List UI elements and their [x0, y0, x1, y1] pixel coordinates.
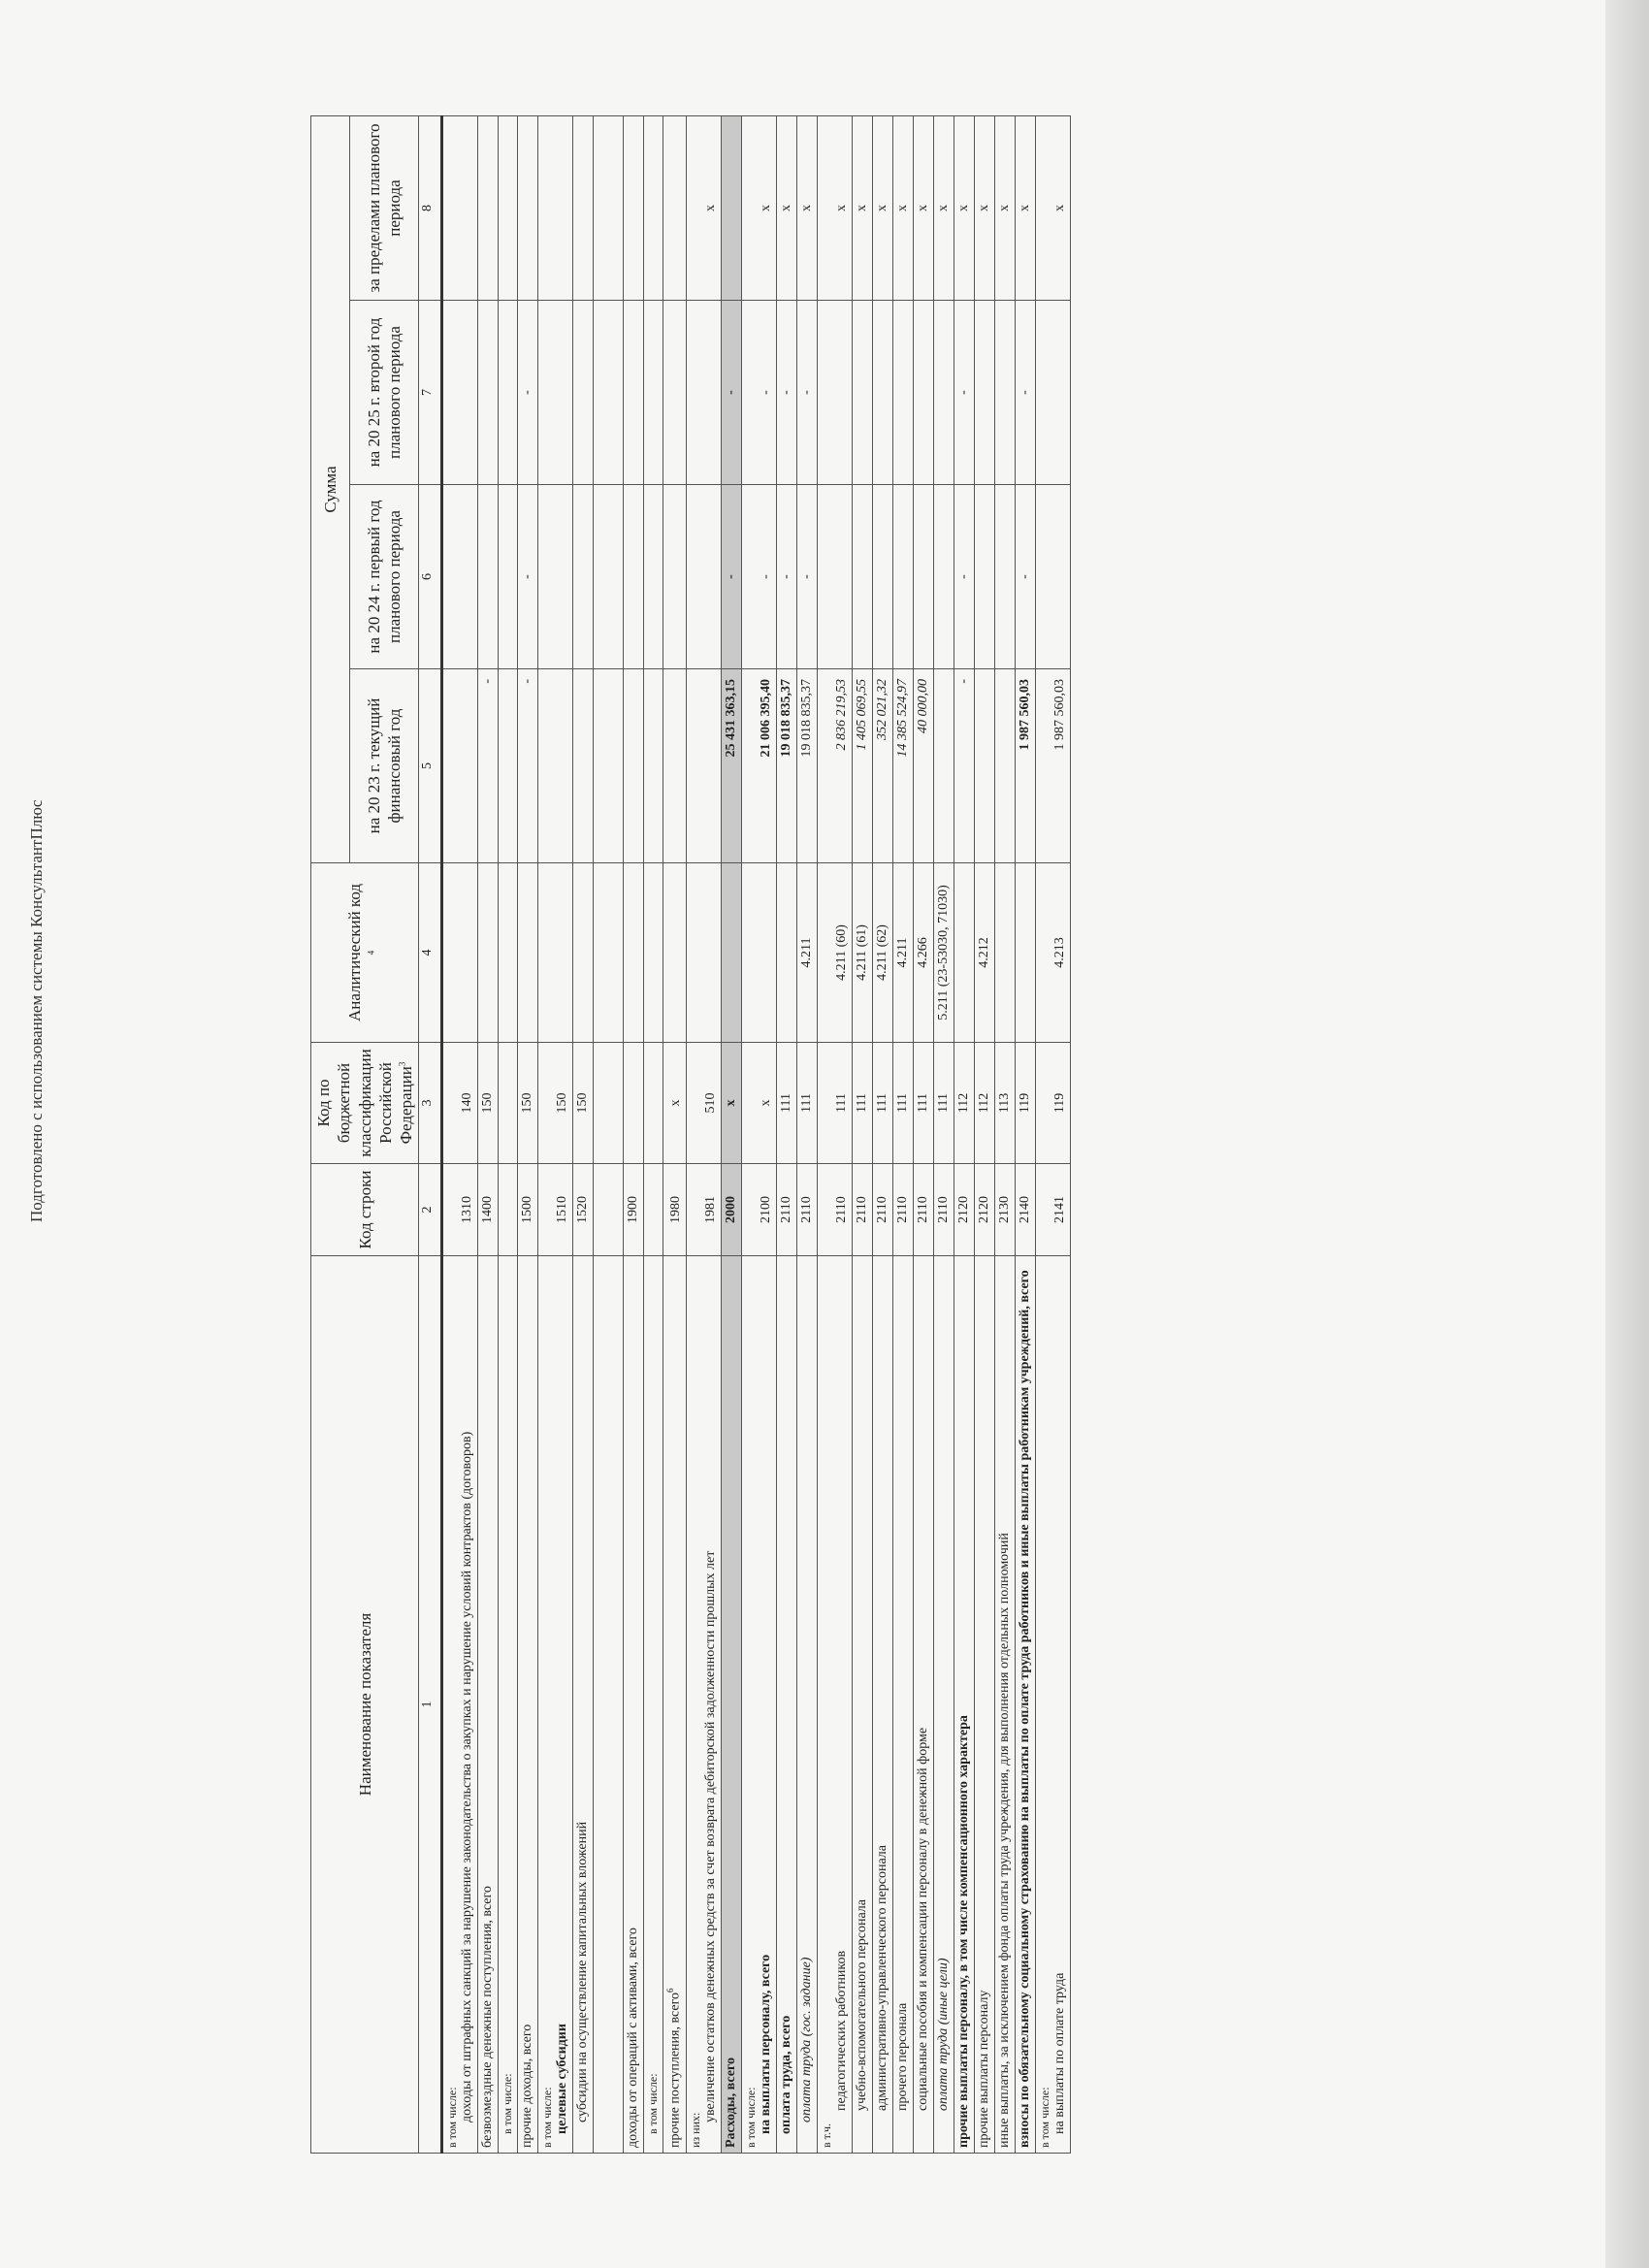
indicator-name-cell: [872, 1256, 892, 2154]
kbk-cell: x: [721, 1043, 741, 1164]
sum-2024-cell: [594, 485, 624, 669]
sum-2025-cell: [994, 301, 1015, 485]
kbk-cell: 150: [518, 1043, 538, 1164]
sum-beyond-cell: x: [1035, 115, 1070, 300]
indicator-name-cell: [538, 1256, 573, 2154]
indicator-label: административно-управленческого персонала: [874, 1845, 889, 2111]
sum-2025-cell: [974, 301, 994, 485]
indicator-name-cell: [663, 1256, 687, 2154]
sum-2025-cell: [872, 301, 892, 485]
col-2025-header: на 20 25 г. второй год планового периода: [349, 301, 419, 485]
indicator-name-cell: [442, 1256, 478, 2154]
indicator-label: в том числе:: [1037, 2087, 1051, 2148]
analytic-code-cell: [478, 863, 499, 1043]
kbk-cell: 111: [852, 1043, 872, 1164]
row-code-cell: [594, 1164, 624, 1256]
analytic-code-cell: [624, 863, 644, 1043]
sum-2023-cell: [974, 669, 994, 863]
analytic-code-cell: [594, 863, 624, 1043]
sum-2025-cell: [892, 301, 913, 485]
sum-2023-cell: [686, 669, 721, 863]
sum-2025-cell: [499, 301, 518, 485]
kbk-cell: 113: [994, 1043, 1015, 1164]
sum-beyond-cell: x: [817, 115, 852, 300]
sum-2023-cell: 40 000,00: [913, 669, 933, 863]
indicator-label: в том числе:: [540, 2087, 555, 2148]
scanner-edge: [1605, 0, 1649, 2268]
indicator-label: социальные пособия и компенсации персоналу в денежной форме: [915, 1727, 930, 2111]
column-number-cell: 7: [419, 301, 442, 485]
sum-2023-cell: [624, 669, 644, 863]
plan-table: [310, 115, 1071, 2154]
sum-2023-cell: 19 018 835,37: [796, 669, 817, 863]
kbk-cell: 111: [776, 1043, 796, 1164]
sum-2023-cell: 2 836 219,53: [817, 669, 852, 863]
row-code-cell: 1520: [573, 1164, 594, 1256]
sum-beyond-cell: x: [933, 115, 954, 300]
kbk-cell: 510: [686, 1043, 721, 1164]
indicator-name-cell: [994, 1256, 1015, 2154]
analytic-code-cell: 4.211 (60): [817, 863, 852, 1043]
sum-2024-cell: -: [518, 485, 538, 669]
indicator-label: субсидии на осуществление капитальных вложений: [575, 1821, 591, 2122]
analytic-code-cell: 4.212: [974, 863, 994, 1043]
indicator-label: прочие выплаты персоналу, в том числе компенсационного характера: [955, 1715, 971, 2148]
table-row: [817, 115, 852, 2153]
indicator-label: оплата труда, всего: [778, 2015, 793, 2134]
kbk-cell: 111: [913, 1043, 933, 1164]
table-row: [852, 115, 872, 2153]
indicator-sublabel: на выплаты персоналу, всего: [758, 1954, 773, 2134]
sum-2024-cell: [686, 485, 721, 669]
sum-2023-cell: 1 405 069,55: [852, 669, 872, 863]
sum-beyond-cell: [538, 115, 573, 300]
row-code-cell: 2110: [933, 1164, 954, 1256]
table-row: [1015, 115, 1035, 2153]
sum-beyond-cell: x: [776, 115, 796, 300]
sum-beyond-cell: x: [872, 115, 892, 300]
indicator-label: в том числе:: [646, 2073, 661, 2134]
column-number-cell: 5: [419, 669, 442, 863]
sum-2023-cell: 19 018 835,37: [776, 669, 796, 863]
row-code-cell: 1400: [478, 1164, 499, 1256]
indicator-label: в том числе:: [501, 2073, 515, 2134]
table-row: [913, 115, 933, 2153]
column-number-cell: 4: [419, 863, 442, 1043]
sum-2025-cell: [933, 301, 954, 485]
indicator-name-cell: [518, 1256, 538, 2154]
row-code-cell: 2141: [1035, 1164, 1070, 1256]
sum-2025-cell: -: [741, 301, 776, 485]
table-row: [741, 115, 776, 2153]
indicator-name-cell: [954, 1256, 974, 2154]
analytic-code-cell: [686, 863, 721, 1043]
sum-2024-cell: -: [741, 485, 776, 669]
sum-beyond-cell: [573, 115, 594, 300]
sum-2023-cell: [644, 669, 663, 863]
sum-2023-cell: 25 431 363,15: [721, 669, 741, 863]
sum-2024-cell: [442, 485, 478, 669]
sum-2023-cell: -: [954, 669, 974, 863]
row-code-cell: 2120: [974, 1164, 994, 1256]
analytic-code-cell: [538, 863, 573, 1043]
table-row: [974, 115, 994, 2153]
table-row: [624, 115, 644, 2153]
row-code-cell: 1310: [442, 1164, 478, 1256]
sum-2025-cell: -: [518, 301, 538, 485]
indicator-name-cell: [796, 1256, 817, 2154]
sum-2024-cell: [644, 485, 663, 669]
col-kbk-header: Код по бюджетной классификации Российской Федерации$^3$: [311, 1043, 419, 1164]
sum-2024-cell: [499, 485, 518, 669]
row-code-cell: [644, 1164, 663, 1256]
sum-beyond-cell: x: [741, 115, 776, 300]
table-row: [933, 115, 954, 2153]
sum-group-header: Сумма: [311, 115, 350, 862]
kbk-cell: [499, 1043, 518, 1164]
column-number-cell: 3: [419, 1043, 442, 1164]
indicator-label: оплата труда (иные цели): [935, 1958, 951, 2111]
row-code-cell: 2110: [852, 1164, 872, 1256]
indicator-name-cell: [624, 1256, 644, 2154]
analytic-code-cell: 4.211: [892, 863, 913, 1043]
table-row: [1035, 115, 1070, 2153]
sum-2023-cell: 1 987 560,03: [1015, 669, 1035, 863]
sum-beyond-cell: x: [852, 115, 872, 300]
sum-2024-cell: [872, 485, 892, 669]
row-code-cell: 1510: [538, 1164, 573, 1256]
sum-2024-cell: [538, 485, 573, 669]
sum-2024-cell: [624, 485, 644, 669]
kbk-cell: [594, 1043, 624, 1164]
sum-2025-cell: [442, 301, 478, 485]
indicator-name-cell: [741, 1256, 776, 2154]
sum-beyond-cell: [442, 115, 478, 300]
kbk-cell: 150: [538, 1043, 573, 1164]
table-row: [538, 115, 573, 2153]
analytic-code-cell: [518, 863, 538, 1043]
sum-2025-cell: -: [796, 301, 817, 485]
sum-2025-cell: [478, 301, 499, 485]
kbk-cell: 119: [1035, 1043, 1070, 1164]
indicator-name-cell: [644, 1256, 663, 2154]
header-row-1: [311, 115, 350, 2153]
indicator-name-cell: [852, 1256, 872, 2154]
indicator-name-cell: [721, 1256, 741, 2154]
indicator-name-cell: [974, 1256, 994, 2154]
sum-beyond-cell: [499, 115, 518, 300]
sum-2025-cell: [913, 301, 933, 485]
sum-beyond-cell: [721, 115, 741, 300]
sum-beyond-cell: x: [994, 115, 1015, 300]
budget-table-sheet: [310, 116, 1552, 2154]
table-row: [686, 115, 721, 2153]
indicator-name-cell: [913, 1256, 933, 2154]
analytic-code-cell: [776, 863, 796, 1043]
row-code-cell: 2130: [994, 1164, 1015, 1256]
sum-2025-cell: -: [776, 301, 796, 485]
table-row: [872, 115, 892, 2153]
column-number-cell: 6: [419, 485, 442, 669]
row-code-cell: 1500: [518, 1164, 538, 1256]
analytic-code-cell: [721, 863, 741, 1043]
table-body: [442, 115, 1071, 2153]
analytic-code-cell: [573, 863, 594, 1043]
sum-2023-cell: 14 385 524,97: [892, 669, 913, 863]
table-row: [644, 115, 663, 2153]
indicator-name-cell: [1015, 1256, 1035, 2154]
table-row: [776, 115, 796, 2153]
sum-2025-cell: [624, 301, 644, 485]
row-code-cell: 1980: [663, 1164, 687, 1256]
sum-2023-cell: [933, 669, 954, 863]
sum-2024-cell: [478, 485, 499, 669]
sum-2024-cell: -: [796, 485, 817, 669]
indicator-label: прочие выплаты персоналу: [976, 1990, 991, 2148]
row-code-cell: 2110: [817, 1164, 852, 1256]
indicator-sublabel: увеличение остатков денежных средств за счет возврата дебиторской задолженности прошлых лет: [702, 1550, 718, 2122]
kbk-cell: 140: [442, 1043, 478, 1164]
indicator-label: прочего персонала: [894, 2002, 910, 2111]
table-row: [892, 115, 913, 2153]
consultant-plus-note: Подготовлено с использованием системы КонсультантПлюс: [27, 799, 46, 1222]
row-code-cell: 2100: [741, 1164, 776, 1256]
col-name-header: Наименование показателя: [311, 1256, 419, 2154]
indicator-label: учебно-вспомогательного персонала: [854, 1899, 869, 2111]
indicator-label: безвозмездные денежные поступления, всего: [480, 1886, 496, 2148]
kbk-cell: x: [741, 1043, 776, 1164]
sum-2025-cell: [852, 301, 872, 485]
column-number-cell: 1: [419, 1256, 442, 2154]
indicator-name-cell: [933, 1256, 954, 2154]
analytic-code-cell: [499, 863, 518, 1043]
kbk-cell: 150: [573, 1043, 594, 1164]
indicator-name-cell: [573, 1256, 594, 2154]
analytic-code-cell: [994, 863, 1015, 1043]
sum-2024-cell: [913, 485, 933, 669]
footnote-mark: 6: [665, 1988, 676, 1993]
table-row: [499, 115, 518, 2153]
table-row: [518, 115, 538, 2153]
sum-beyond-cell: x: [796, 115, 817, 300]
table-row: [994, 115, 1015, 2153]
sum-beyond-cell: x: [913, 115, 933, 300]
sum-2025-cell: -: [1015, 301, 1035, 485]
indicator-sublabel: на выплаты по оплате труда: [1051, 1972, 1067, 2134]
table-row: [442, 115, 478, 2153]
sum-2024-cell: [663, 485, 687, 669]
analytic-code-cell: 4.266: [913, 863, 933, 1043]
table-row: [663, 115, 687, 2153]
sum-2024-cell: [573, 485, 594, 669]
sum-2025-cell: [644, 301, 663, 485]
sum-2024-cell: -: [721, 485, 741, 669]
sum-2023-cell: -: [518, 669, 538, 863]
analytic-code-cell: [741, 863, 776, 1043]
row-code-cell: 1981: [686, 1164, 721, 1256]
indicator-sublabel: целевые субсидии: [555, 2024, 570, 2134]
kbk-cell: 111: [933, 1043, 954, 1164]
row-code-cell: 2110: [776, 1164, 796, 1256]
indicator-name-cell: [817, 1256, 852, 2154]
indicator-name-cell: [892, 1256, 913, 2154]
sum-2025-cell: [817, 301, 852, 485]
table-row: [573, 115, 594, 2153]
column-number-cell: 8: [419, 115, 442, 300]
sum-2025-cell: -: [954, 301, 974, 485]
indicator-label: прочие поступления, всего: [667, 1992, 683, 2148]
sum-2024-cell: [892, 485, 913, 669]
sum-2023-cell: 1 987 560,03: [1035, 669, 1070, 863]
indicator-name-cell: [499, 1256, 518, 2154]
kbk-cell: 111: [817, 1043, 852, 1164]
analytic-code-cell: [644, 863, 663, 1043]
sum-2024-cell: [994, 485, 1015, 669]
col-code-header: Код строки: [311, 1164, 419, 1256]
indicator-label: в том числе:: [445, 2087, 460, 2148]
analytic-code-cell: [1015, 863, 1035, 1043]
indicator-label: из них:: [688, 2112, 702, 2148]
col-beyond-header: за пределами планового периода: [349, 115, 419, 300]
sum-2024-cell: -: [954, 485, 974, 669]
kbk-cell: 150: [478, 1043, 499, 1164]
kbk-cell: 112: [954, 1043, 974, 1164]
sum-2024-cell: -: [1015, 485, 1035, 669]
sum-beyond-cell: [624, 115, 644, 300]
sum-2024-cell: [817, 485, 852, 669]
indicator-name-cell: [478, 1256, 499, 2154]
sum-2025-cell: -: [721, 301, 741, 485]
table-row: [594, 115, 624, 2153]
sum-2023-cell: 21 006 395,40: [741, 669, 776, 863]
kbk-cell: x: [663, 1043, 687, 1164]
analytic-code-cell: 4.211: [796, 863, 817, 1043]
sum-2024-cell: [852, 485, 872, 669]
sum-beyond-cell: x: [686, 115, 721, 300]
row-code-cell: 2110: [796, 1164, 817, 1256]
sum-2024-cell: [1035, 485, 1070, 669]
indicator-label: Расходы, всего: [723, 2057, 738, 2148]
sum-2023-cell: [663, 669, 687, 863]
indicator-label: иные выплаты, за исключением фонда оплаты труда учреждения, для выполнения отдельных полномочий: [996, 1533, 1012, 2148]
col-2023-header: на 20 23 г. текущий финансовый год: [349, 669, 419, 863]
analytic-code-cell: 5.211 (23-53030, 71030): [933, 863, 954, 1043]
sum-2025-cell: [686, 301, 721, 485]
indicator-label: взносы по обязательному социальному страхованию на выплаты по оплате труда работников и иные выплаты работникам учреждений, всего: [1017, 1270, 1032, 2148]
analytic-code-cell: 4.211 (61): [852, 863, 872, 1043]
sum-2025-cell: [573, 301, 594, 485]
sum-2023-cell: [442, 669, 478, 863]
kbk-cell: 111: [892, 1043, 913, 1164]
sum-beyond-cell: x: [1015, 115, 1035, 300]
row-code-cell: 2110: [872, 1164, 892, 1256]
indicator-sublabel: педагогических работников: [833, 1950, 849, 2111]
indicator-sublabel: доходы от штрафных санкций за нарушение законодательства о закупках и нарушение условий контрактов (договоров): [460, 1431, 475, 2122]
sum-beyond-cell: [518, 115, 538, 300]
sum-2024-cell: [974, 485, 994, 669]
sum-2023-cell: [573, 669, 594, 863]
sum-2024-cell: [933, 485, 954, 669]
table-row: [954, 115, 974, 2153]
sum-2025-cell: [538, 301, 573, 485]
indicator-name-cell: [686, 1256, 721, 2154]
row-code-cell: 1900: [624, 1164, 644, 1256]
sum-2025-cell: [1035, 301, 1070, 485]
kbk-cell: 112: [974, 1043, 994, 1164]
indicator-name-cell: [776, 1256, 796, 2154]
indicator-label: в т.ч.: [819, 2122, 833, 2148]
indicator-label: оплата труда (гос. задание): [798, 1957, 814, 2122]
sum-beyond-cell: [663, 115, 687, 300]
sum-2025-cell: [663, 301, 687, 485]
kbk-cell: [644, 1043, 663, 1164]
sum-beyond-cell: x: [954, 115, 974, 300]
column-number-row: [419, 115, 442, 2153]
sum-2023-cell: [994, 669, 1015, 863]
row-code-cell: 2000: [721, 1164, 741, 1256]
sum-2023-cell: [499, 669, 518, 863]
indicator-label: в том числе:: [743, 2087, 758, 2148]
indicator-name-cell: [594, 1256, 624, 2154]
analytic-code-cell: [663, 863, 687, 1043]
sum-2023-cell: [538, 669, 573, 863]
col-analytic-header: Аналитический код $^4$: [311, 863, 419, 1043]
column-number-cell: 2: [419, 1164, 442, 1256]
kbk-cell: 111: [796, 1043, 817, 1164]
sum-beyond-cell: [644, 115, 663, 300]
row-code-cell: 2120: [954, 1164, 974, 1256]
kbk-cell: 111: [872, 1043, 892, 1164]
indicator-label: доходы от операций с активами, всего: [626, 1928, 641, 2148]
row-code-cell: 2110: [913, 1164, 933, 1256]
col-2024-header: на 20 24 г. первый год планового периода: [349, 485, 419, 669]
indicator-label: прочие доходы, всего: [520, 2024, 535, 2148]
sum-2023-cell: [594, 669, 624, 863]
sum-beyond-cell: [594, 115, 624, 300]
indicator-name-cell: [1035, 1256, 1070, 2154]
sum-2024-cell: -: [776, 485, 796, 669]
table-row: [478, 115, 499, 2153]
kbk-cell: 119: [1015, 1043, 1035, 1164]
analytic-code-cell: 4.213: [1035, 863, 1070, 1043]
sum-2023-cell: -: [478, 669, 499, 863]
table-row: [721, 115, 741, 2153]
kbk-cell: [624, 1043, 644, 1164]
sum-2025-cell: [594, 301, 624, 485]
analytic-code-cell: [954, 863, 974, 1043]
sum-2023-cell: 352 021,32: [872, 669, 892, 863]
sum-beyond-cell: [478, 115, 499, 300]
table-row: [796, 115, 817, 2153]
sum-beyond-cell: x: [974, 115, 994, 300]
row-code-cell: [499, 1164, 518, 1256]
analytic-code-cell: 4.211 (62): [872, 863, 892, 1043]
sum-beyond-cell: x: [892, 115, 913, 300]
row-code-cell: 2140: [1015, 1164, 1035, 1256]
analytic-code-cell: [442, 863, 478, 1043]
row-code-cell: 2110: [892, 1164, 913, 1256]
